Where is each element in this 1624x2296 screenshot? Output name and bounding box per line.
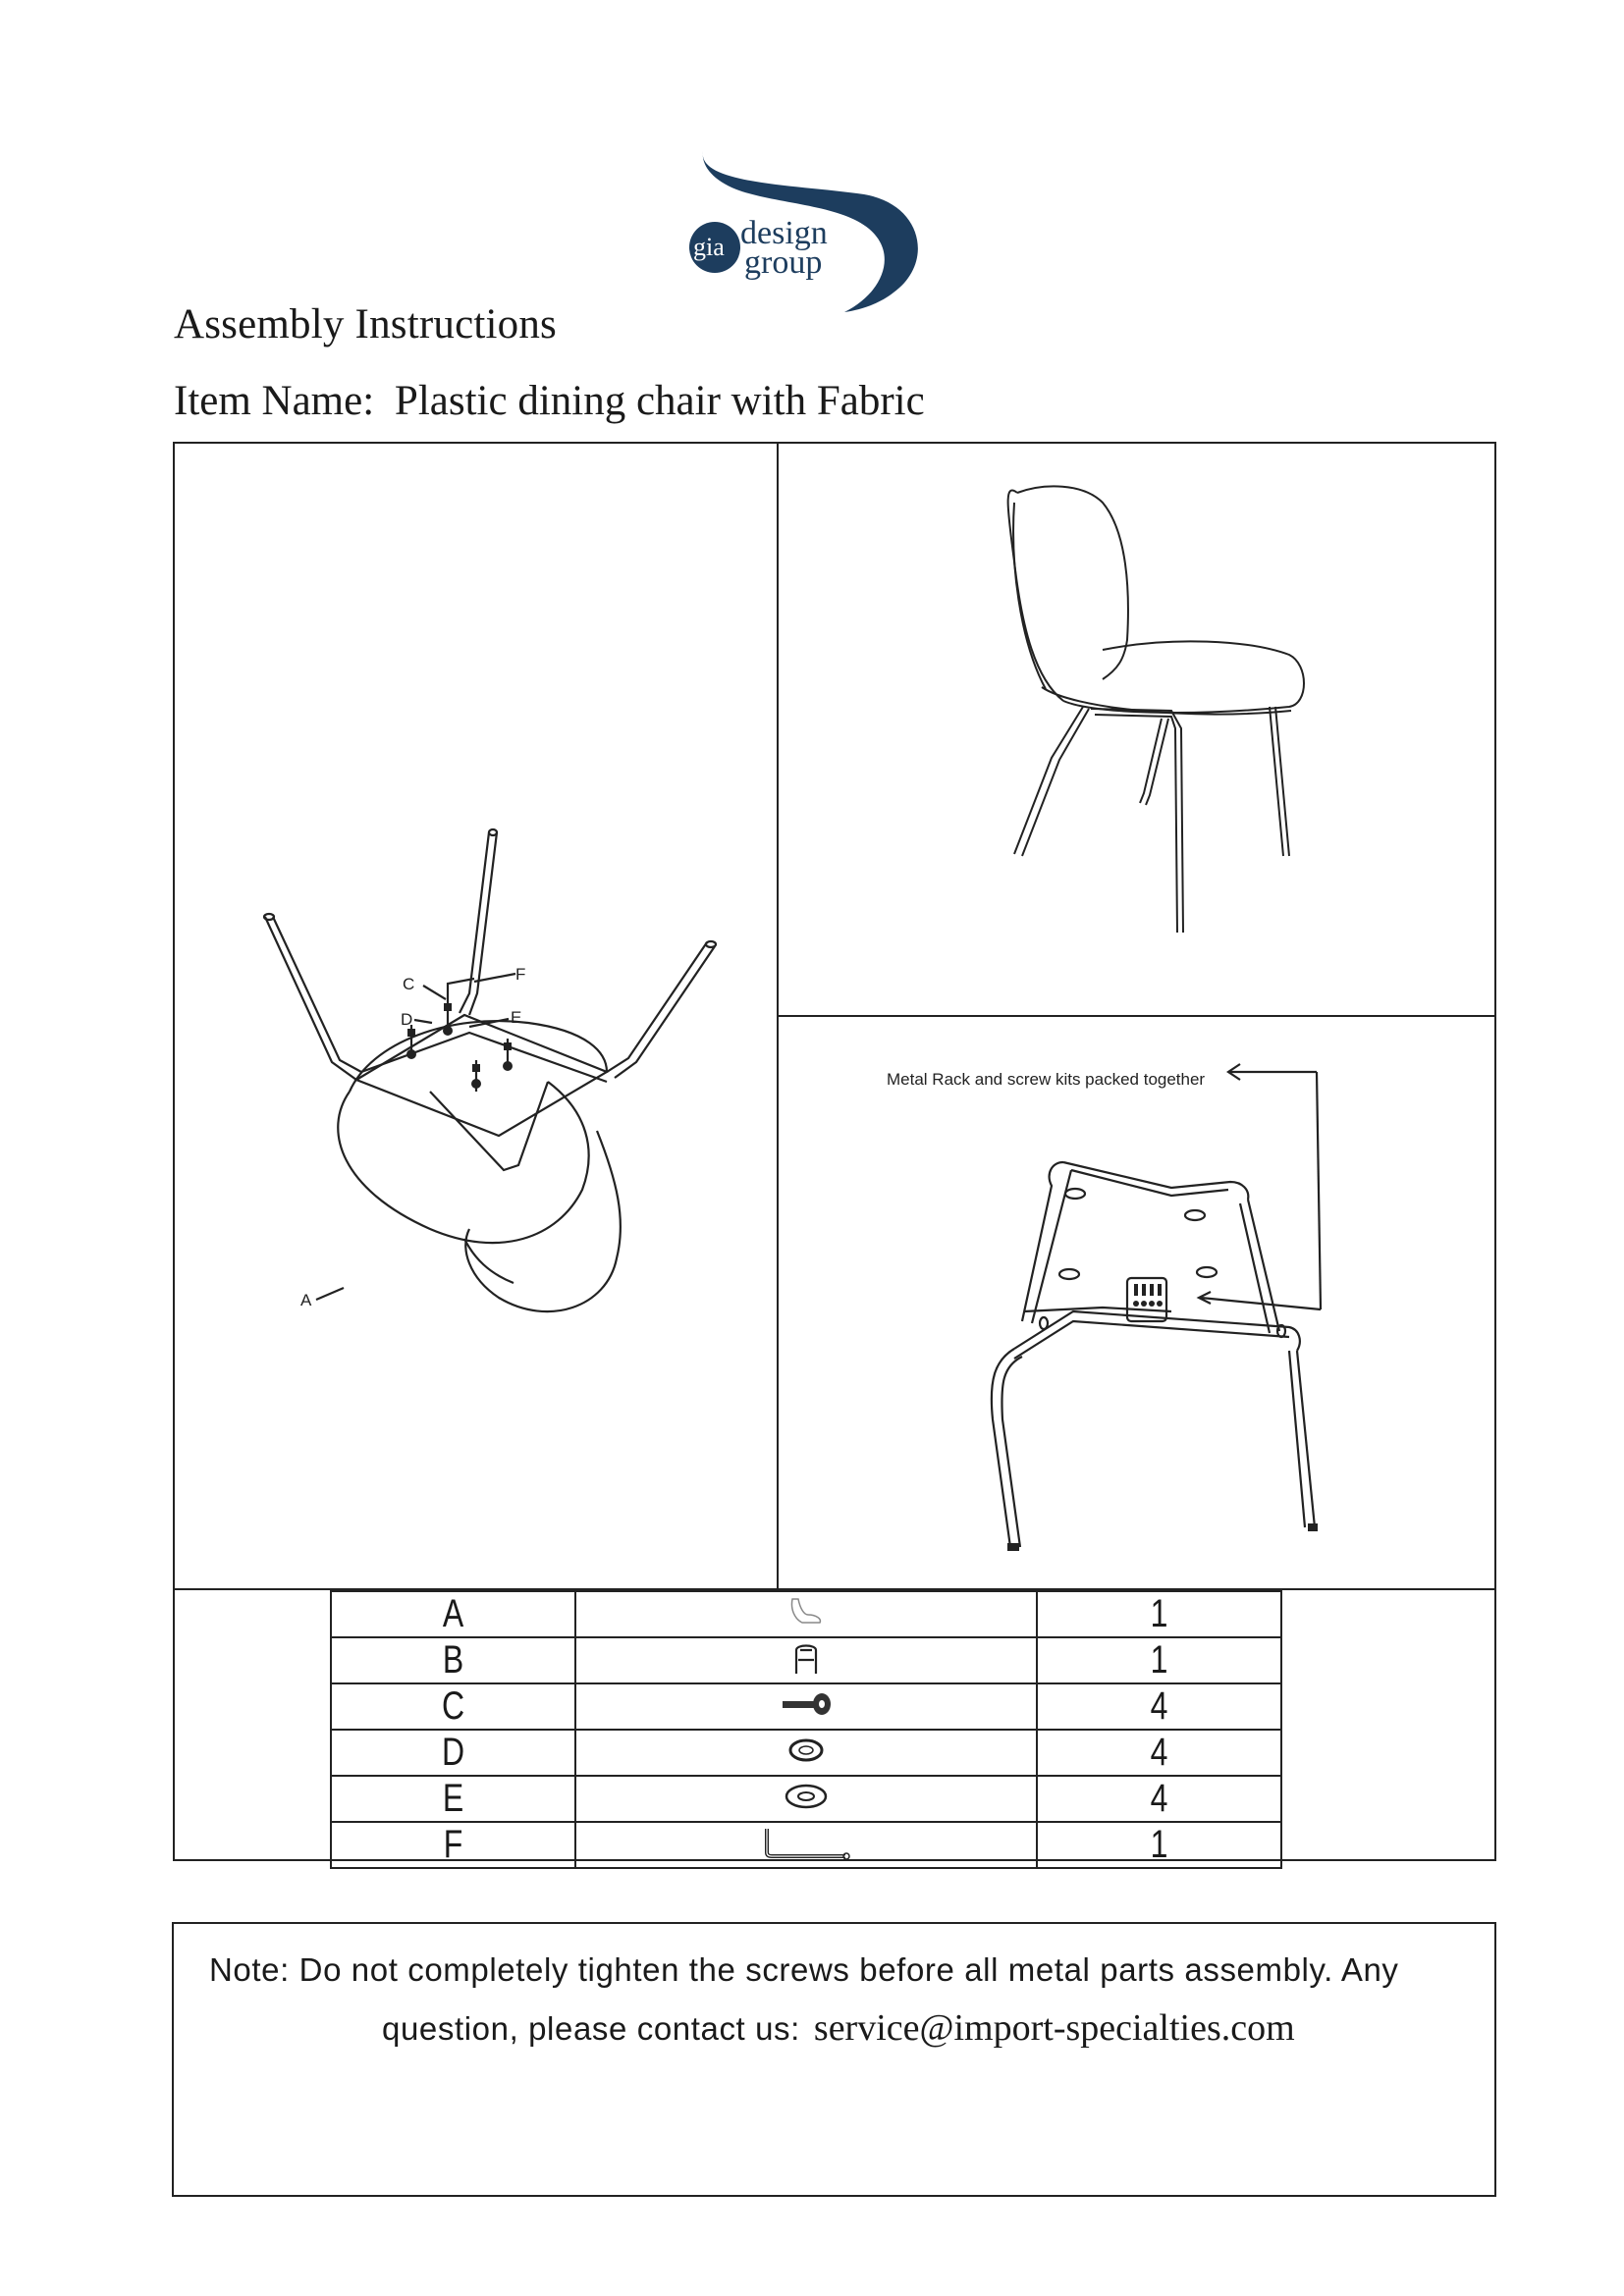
metal-rack-diagram xyxy=(779,1017,1495,1586)
parts-table xyxy=(330,1590,1282,1869)
page-title: Assembly Instructions xyxy=(174,301,557,347)
logo-line2: group xyxy=(744,244,823,281)
contact-email[interactable]: service@import-specialties.com xyxy=(813,2007,1295,2049)
part-row-c xyxy=(331,1683,1281,1730)
part-row-e xyxy=(331,1776,1281,1822)
note-text: Note: Do not completely tighten the screws before all metal parts assembly. Any xyxy=(209,1951,1399,1988)
callout-e: E xyxy=(511,1008,522,1027)
part-row-f xyxy=(331,1822,1281,1868)
company-logo xyxy=(677,145,933,314)
part-qty: 4 xyxy=(1061,1730,1257,1776)
part-letter: B xyxy=(355,1637,551,1683)
seat-shell-icon xyxy=(786,1595,826,1629)
callout-c: C xyxy=(403,975,415,993)
note-box xyxy=(172,1922,1496,2197)
item-name-label: Item Name: xyxy=(174,378,375,424)
part-qty: 1 xyxy=(1061,1591,1257,1637)
part-qty: 1 xyxy=(1061,1822,1257,1868)
part-letter: C xyxy=(355,1683,551,1730)
finished-chair-diagram xyxy=(779,444,1495,1013)
item-name-value: Plastic dining chair with Fabric xyxy=(394,378,925,424)
part-qty: 4 xyxy=(1061,1683,1257,1730)
allen-key-icon xyxy=(759,1825,853,1860)
logo-mark: gia xyxy=(693,233,725,261)
logo-line1: design xyxy=(740,215,828,251)
callout-a: A xyxy=(300,1291,312,1309)
assembly-diagram xyxy=(175,444,776,1586)
part-letter: F xyxy=(355,1822,551,1868)
note-contact-label: question, please contact us: xyxy=(382,2010,800,2047)
part-row-a xyxy=(331,1591,1281,1637)
rack-label: Metal Rack and screw kits packed together xyxy=(887,1070,1206,1089)
flat-washer-icon xyxy=(782,1782,831,1811)
item-name xyxy=(174,377,925,425)
spring-washer-icon xyxy=(785,1736,828,1764)
note-contact xyxy=(382,2006,1295,2050)
bolt-icon xyxy=(779,1690,834,1718)
part-row-b xyxy=(331,1637,1281,1683)
callout-d: D xyxy=(401,1010,413,1029)
part-qty: 1 xyxy=(1061,1637,1257,1683)
part-row-d xyxy=(331,1730,1281,1776)
part-letter: A xyxy=(355,1591,551,1637)
part-letter: D xyxy=(355,1730,551,1776)
part-letter: E xyxy=(355,1776,551,1822)
part-qty: 4 xyxy=(1061,1776,1257,1822)
callout-f: F xyxy=(515,965,526,984)
metal-rack-icon xyxy=(786,1640,826,1676)
